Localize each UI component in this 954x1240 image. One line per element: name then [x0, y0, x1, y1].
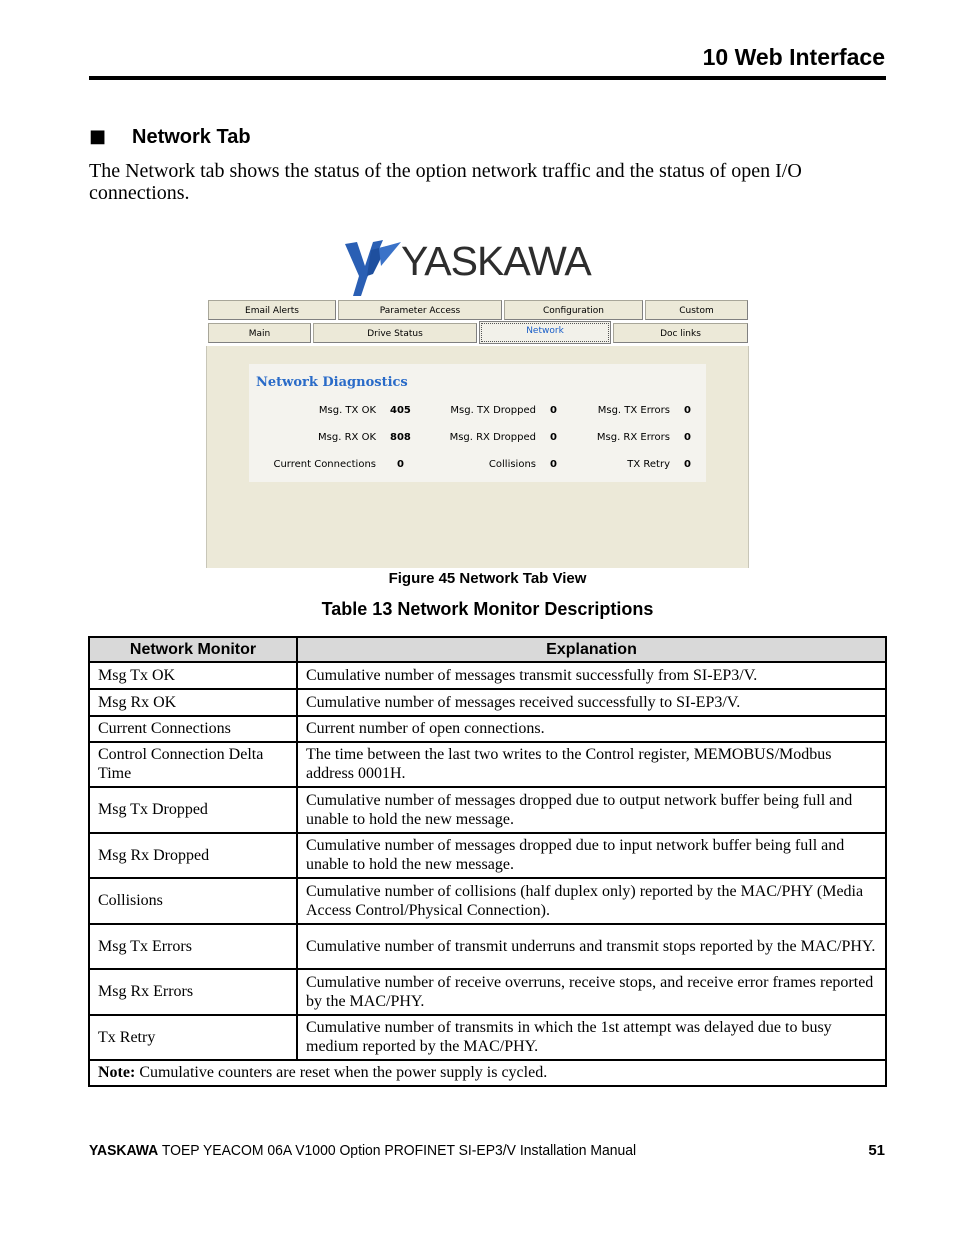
label-msg-rx-dropped: Msg. RX Dropped	[449, 432, 536, 443]
footer-title-text: TOEP YEACOM 06A V1000 Option PROFINET SI-EP3/V Installation Manual	[158, 1142, 637, 1159]
intro-paragraph: The Network tab shows the status of the option network traffic and the status of open I/O connections.	[89, 160, 802, 204]
tab-main[interactable]: Main	[208, 323, 311, 343]
table-row	[89, 787, 886, 833]
chapter-title: 10 Web Interface	[702, 44, 885, 70]
header-network-monitor: Network Monitor	[89, 637, 297, 662]
explanation-cell: Cumulative number of messages transmit successfully from SI-EP3/V.	[297, 662, 886, 689]
table-row	[89, 689, 886, 716]
footer-brand: YASKAWA	[89, 1142, 159, 1159]
note-text: Cumulative counters are reset when the power supply is cycled.	[135, 1064, 548, 1081]
monitor-cell: Tx Retry	[89, 1015, 297, 1060]
explanation-cell: Cumulative number of transmit underruns and transmit stops reported by the MAC/PHY.	[297, 924, 886, 969]
tab-doc-links[interactable]: Doc links	[613, 323, 748, 343]
explanation-cell: Cumulative number of messages dropped due to input network buffer being full and unable to hold the new message.	[297, 833, 886, 878]
table-note	[89, 1060, 886, 1086]
explanation-cell: Cumulative number of messages received successfully to SI-EP3/V.	[297, 689, 886, 716]
tab-configuration[interactable]: Configuration	[504, 300, 643, 320]
tab-parameter-access[interactable]: Parameter Access	[338, 300, 502, 320]
value-msg-rx-errors: 0	[684, 432, 691, 443]
value-current-connections: 0	[397, 459, 404, 470]
network-diagnostics-box	[249, 364, 706, 482]
monitor-cell: Msg Rx OK	[89, 689, 297, 716]
section-title: Network Tab	[132, 126, 251, 148]
label-msg-rx-errors: Msg. RX Errors	[596, 432, 670, 443]
yaskawa-mark-icon	[343, 236, 403, 298]
network-panel	[206, 346, 749, 568]
tab-custom[interactable]: Custom	[645, 300, 748, 320]
tab-drive-status[interactable]: Drive Status	[313, 323, 477, 343]
label-msg-tx-ok: Msg. TX OK	[318, 405, 376, 416]
explanation-cell: Cumulative number of transmits in which the 1st attempt was delayed due to busy medium reported by the MAC/PHY.	[297, 1015, 886, 1060]
value-collisions: 0	[550, 459, 557, 470]
section-bullet: ■	[89, 126, 107, 147]
monitor-cell: Msg Tx Errors	[89, 924, 297, 969]
tab-email-alerts[interactable]: Email Alerts	[208, 300, 336, 320]
label-msg-tx-dropped: Msg. TX Dropped	[450, 405, 536, 416]
monitor-cell: Control Connection Delta Time	[89, 742, 297, 787]
value-msg-tx-errors: 0	[684, 405, 691, 416]
monitor-cell: Current Connections	[89, 716, 297, 742]
network-monitor-table	[88, 636, 887, 1087]
monitor-cell: Collisions	[89, 878, 297, 924]
table-row	[89, 969, 886, 1015]
explanation-cell: Current number of open connections.	[297, 716, 886, 742]
footer-doc-title	[89, 1142, 636, 1159]
monitor-cell: Msg Tx OK	[89, 662, 297, 689]
web-interface-view	[206, 299, 749, 568]
label-tx-retry: TX Retry	[627, 459, 670, 470]
label-msg-rx-ok: Msg. RX OK	[318, 432, 376, 443]
tab-network[interactable]: Network	[479, 321, 611, 344]
table-row	[89, 1015, 886, 1060]
table-row	[89, 878, 886, 924]
explanation-cell: Cumulative number of receive overruns, receive stops, and receive error frames reported by the MAC/PHY.	[297, 969, 886, 1015]
value-msg-tx-ok: 405	[390, 405, 411, 416]
table-row	[89, 924, 886, 969]
yaskawa-logo	[343, 236, 613, 298]
header-explanation: Explanation	[297, 637, 886, 662]
monitor-cell: Msg Rx Dropped	[89, 833, 297, 878]
value-msg-rx-ok: 808	[390, 432, 411, 443]
value-msg-rx-dropped: 0	[550, 432, 557, 443]
logo-wordmark: YASKAWA	[401, 238, 591, 284]
page-number: 51	[868, 1142, 885, 1159]
header-rule	[89, 76, 886, 80]
explanation-cell: Cumulative number of messages dropped due to output network buffer being full and unable to hold the new message.	[297, 787, 886, 833]
monitor-cell: Msg Rx Errors	[89, 969, 297, 1015]
note-label: Note:	[98, 1064, 136, 1081]
table-row	[89, 716, 886, 742]
label-collisions: Collisions	[488, 459, 536, 470]
label-msg-tx-errors: Msg. TX Errors	[597, 405, 670, 416]
monitor-cell: Msg Tx Dropped	[89, 787, 297, 833]
figure-caption: Figure 45 Network Tab View	[388, 570, 587, 587]
table-caption: Table 13 Network Monitor Descriptions	[321, 599, 654, 619]
table-row	[89, 742, 886, 787]
label-current-connections: Current Connections	[273, 459, 376, 470]
table-header-row	[89, 637, 886, 662]
value-tx-retry: 0	[684, 459, 691, 470]
explanation-cell: The time between the last two writes to the Control register, MEMOBUS/Modbus address 0001H.	[297, 742, 886, 787]
table-row	[89, 833, 886, 878]
network-diagnostics-title: Network Diagnostics	[256, 375, 408, 390]
table-row	[89, 662, 886, 689]
value-msg-tx-dropped: 0	[550, 405, 557, 416]
explanation-cell: Cumulative number of collisions (half duplex only) reported by the MAC/PHY (Media Access Control/Physical Connection).	[297, 878, 886, 924]
table-note-row	[89, 1060, 886, 1086]
